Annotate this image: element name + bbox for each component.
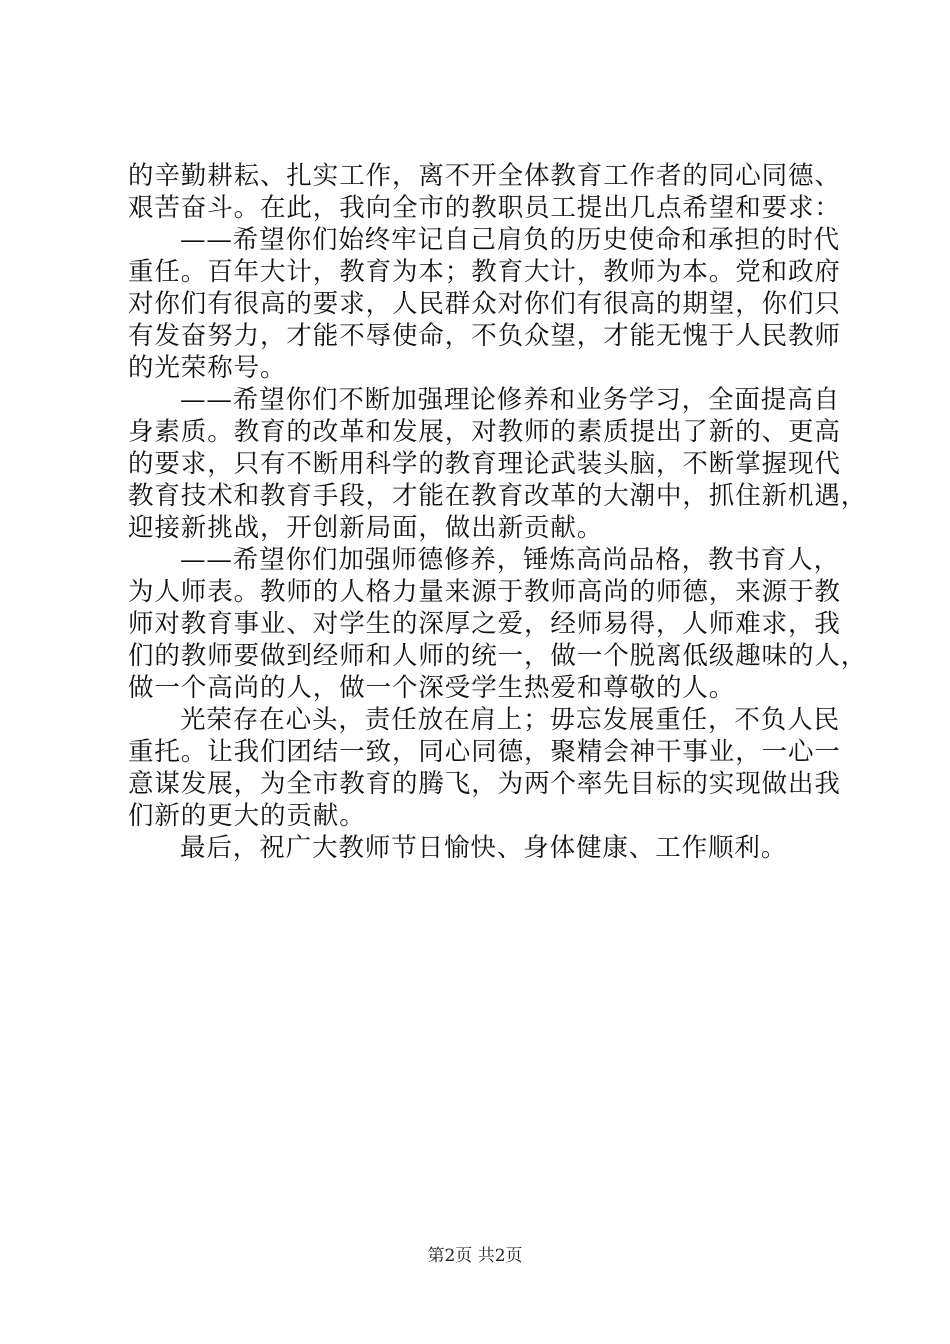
text-line: ——希望你们始终牢记自己肩负的历史使命和承担的时代 [180,225,841,255]
page-footer: 第2页 共2页 [427,1246,523,1266]
text-line: 师对教育事业、对学生的深厚之爱，经师易得，人师难求，我 [128,609,841,639]
text-line: 们的教师要做到经师和人师的统一，做一个脱离低级趣味的人， [128,641,868,671]
text-line: 艰苦奋斗。在此，我向全市的教职员工提出几点希望和要求： [128,193,841,223]
text-line: 做一个高尚的人，做一个深受学生热爱和尊敬的人。 [128,673,736,703]
text-line: 有发奋努力，才能不辱使命，不负众望，才能无愧于人民教师 [128,321,841,351]
text-line: 身素质。教育的改革和发展，对教师的素质提出了新的、更高 [128,417,841,447]
text-line: 迎接新挑战，开创新局面，做出新贡献。 [128,513,604,543]
text-line: 重任。百年大计，教育为本；教育大计，教师为本。党和政府 [128,257,841,287]
text-line: ——希望你们不断加强理论修养和业务学习，全面提高自 [180,385,841,415]
text-line: 意谋发展，为全市教育的腾飞，为两个率先目标的实现做出我 [128,769,841,799]
text-line: ——希望你们加强师德修养，锤炼高尚品格，教书育人， [180,545,841,575]
text-line: 为人师表。教师的人格力量来源于教师高尚的师德，来源于教 [128,577,841,607]
text-line: 教育技术和教育手段，才能在教育改革的大潮中，抓住新机遇， [128,481,868,511]
text-line: 光荣存在心头，责任放在肩上；毋忘发展重任，不负人民 [180,705,841,735]
text-line: 的要求，只有不断用科学的教育理论武装头脑，不断掌握现代 [128,449,841,479]
text-line: 的辛勤耕耘、扎实工作，离不开全体教育工作者的同心同德、 [128,161,841,191]
text-line: 最后，祝广大教师节日愉快、身体健康、工作顺利。 [180,833,788,863]
text-line: 对你们有很高的要求，人民群众对你们有很高的期望，你们只 [128,289,841,319]
document-body [128,160,868,864]
text-line: 的光荣称号。 [128,353,287,383]
text-line: 们新的更大的贡献。 [128,801,366,831]
text-line: 重托。让我们团结一致，同心同德，聚精会神干事业，一心一 [128,737,841,767]
